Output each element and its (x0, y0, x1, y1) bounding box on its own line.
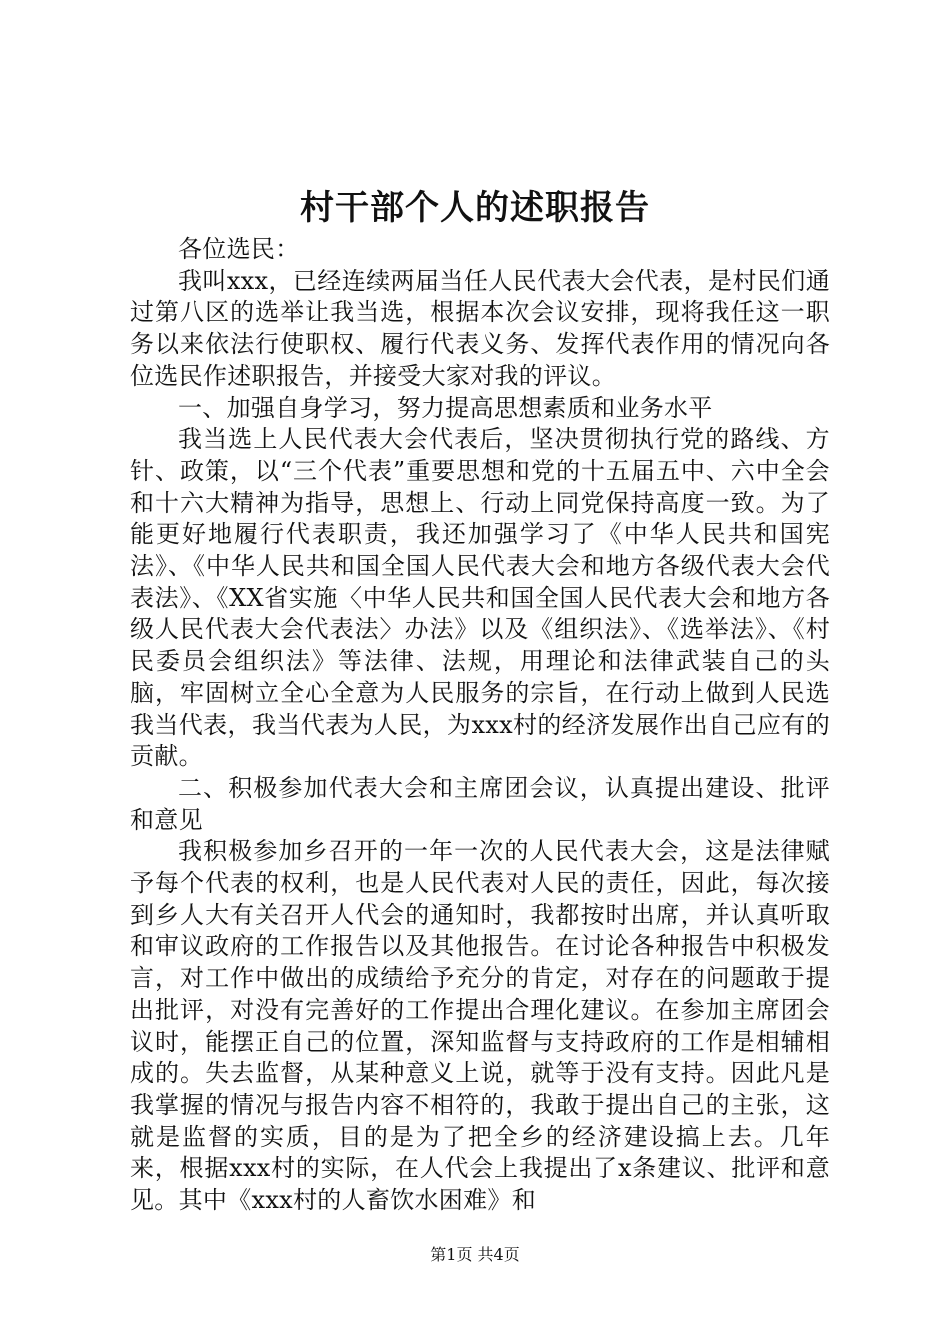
section-heading-2: 二、积极参加代表大会和主席团会议，认真提出建设、批评和意见 (130, 773, 830, 834)
salutation: 各位选民： (178, 235, 300, 263)
body-paragraph: 我积极参加乡召开的一年一次的人民代表大会，这是法律赋予每个代表的权利，也是人民代表对人民的责任，因此，每次接到乡人大有关召开人代会的通知时，我都按时出席，并认真听取和审议政府的工作报告以及其他报告。在讨论各种报告中积极发言，对工作中做出的成绩给予充分的肯定，对存在的问题敢于提出批评，对没有完善好的工作提出合理化建议。在参加主席团会议时，能摆正自己的位置，深知监督与支持政府的工作是相辅相成的。失去监督，从某种意义上说，就等于没有支持。因此凡是我掌握的情况与报告内容不相符的，我敢于提出自己的主张，这就是监督的实质，目的是为了把全乡的经济建设搞上去。几年来，根据xxx村的实际，在人代会上我提出了x条建议、批评和意见。其中《xxx村的人畜饮水困难》和 (130, 837, 830, 1215)
body-paragraph: 我当选上人民代表大会代表后，坚决贯彻执行党的路线、方针、政策，以“三个代表”重要思想和党的十五届五中、六中全会和十六大精神为指导，思想上、行动上同党保持高度一致。为了能更好地履行代表职责，我还加强学习了《中华人民共和国宪法》、《中华人民共和国全国人民代表大会和地方各级代表大会代表法》、《XX省实施〈中华人民共和国全国人民代表大会和地方各级人民代表大会代表法〉办法》以及《组织法》、《选举法》、《村民委员会组织法》等法律、法规，用理论和法律武装自己的头脑，牢固树立全心全意为人民服务的宗旨，在行动上做到人民选我当代表，我当代表为人民，为xxx村的经济发展作出自己应有的贡献。 (130, 425, 830, 771)
document-title: 村干部个人的述职报告 (300, 188, 650, 228)
section-heading-1: 一、加强自身学习，努力提高思想素质和业务水平 (178, 393, 713, 422)
body-paragraph: 我叫xxx，已经连续两届当任人民代表大会代表，是村民们通过第八区的选举让我当选，根据本次会议安排，现将我任这一职务以来依法行使职权、履行代表义务、发挥代表作用的情况向各位选民作述职报告，并接受大家对我的评议。 (130, 266, 830, 390)
page-number-footer: 第1页 共4页 (430, 1245, 520, 1264)
document-body (130, 234, 830, 1217)
